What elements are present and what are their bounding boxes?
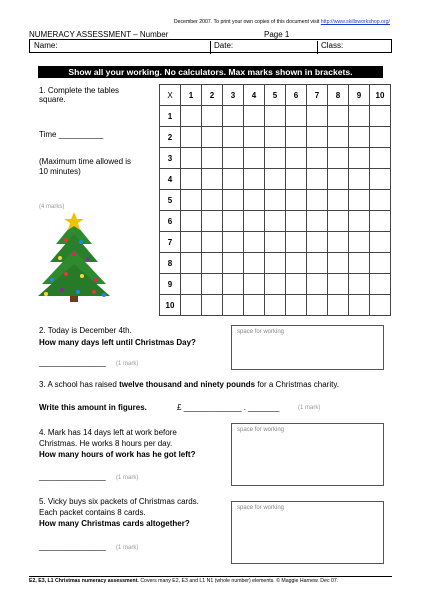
table-answer-cell[interactable] [349,190,370,211]
table-answer-cell[interactable] [349,295,370,316]
table-answer-cell[interactable] [265,169,286,190]
name-field[interactable]: Name: [34,41,58,50]
table-answer-cell[interactable] [223,253,244,274]
table-answer-cell[interactable] [307,232,328,253]
table-answer-cell[interactable] [370,211,391,232]
table-answer-cell[interactable] [265,295,286,316]
table-answer-cell[interactable] [202,253,223,274]
table-answer-cell[interactable] [265,211,286,232]
table-row-header: 1 [160,106,181,127]
table-answer-cell[interactable] [223,232,244,253]
student-details-row [29,39,392,53]
q4-marks: (1 mark) [116,475,139,481]
table-row-header: 9 [160,274,181,295]
table-answer-cell[interactable] [223,274,244,295]
table-answer-cell[interactable] [286,274,307,295]
table-answer-cell[interactable] [265,253,286,274]
table-answer-cell[interactable] [328,232,349,253]
table-row-header: 5 [160,190,181,211]
table-answer-cell[interactable] [202,211,223,232]
table-answer-cell[interactable] [286,211,307,232]
table-answer-cell[interactable] [244,211,265,232]
q3-answer-field[interactable]: £ _____________ . _______ [177,403,280,412]
table-answer-cell[interactable] [307,295,328,316]
table-answer-cell[interactable] [286,190,307,211]
page-title: NUMERACY ASSESSMENT – Number [29,30,169,39]
table-col-header: 1 [181,85,202,106]
table-answer-cell[interactable] [328,211,349,232]
table-answer-cell[interactable] [202,127,223,148]
table-answer-cell[interactable] [181,148,202,169]
table-answer-cell[interactable] [370,274,391,295]
table-col-header: 5 [265,85,286,106]
q1-instruction: 1. Complete the tables square. [39,86,120,104]
table-answer-cell[interactable] [328,127,349,148]
table-answer-cell[interactable] [181,190,202,211]
table-answer-cell[interactable] [265,148,286,169]
table-answer-cell[interactable] [181,211,202,232]
table-answer-cell[interactable] [286,148,307,169]
table-answer-cell[interactable] [328,148,349,169]
q5-marks: (1 mark) [116,545,139,551]
table-answer-cell[interactable] [307,127,328,148]
table-row-header: 4 [160,169,181,190]
q5-answer-line[interactable]: _______________ [39,542,106,551]
table-answer-cell[interactable] [223,295,244,316]
table-answer-cell[interactable] [265,274,286,295]
table-answer-cell[interactable] [307,148,328,169]
q4-text: 4. Mark has 14 days left at work before Christmas. He works 8 hours per day. How many hours of work has he got left? [39,428,196,459]
table-col-header: 2 [202,85,223,106]
table-col-header: 7 [307,85,328,106]
table-row-header: 3 [160,148,181,169]
source-note: December 2007. To print your own copies of this document visit http://www.skillsworkshop.org/ [173,19,390,25]
table-answer-cell[interactable] [244,274,265,295]
table-answer-cell[interactable] [370,106,391,127]
table-col-header: 4 [244,85,265,106]
table-row-header: 10 [160,295,181,316]
table-answer-cell[interactable] [370,295,391,316]
q2-working-box[interactable]: space for working [231,325,384,370]
q3-text: 3. A school has raised twelve thousand and ninety pounds for a Christmas charity. [39,380,339,389]
table-answer-cell[interactable] [202,148,223,169]
q5-text: 5. Vicky buys six packets of Christmas cards. Each packet contains 8 cards. How many Christmas cards altogether? [39,497,199,528]
q1-marks: (4 marks) [39,204,65,210]
table-answer-cell[interactable] [286,127,307,148]
table-row-header: 8 [160,253,181,274]
table-answer-cell[interactable] [244,295,265,316]
table-answer-cell[interactable] [244,148,265,169]
class-field[interactable]: Class: [321,41,344,50]
table-answer-cell[interactable] [181,127,202,148]
table-answer-cell[interactable] [223,211,244,232]
table-col-header: 3 [223,85,244,106]
table-answer-cell[interactable] [286,169,307,190]
table-col-header: 8 [328,85,349,106]
table-answer-cell[interactable] [244,106,265,127]
table-answer-cell[interactable] [265,106,286,127]
table-answer-cell[interactable] [328,274,349,295]
q2-question: How many days left until Christmas Day? [39,338,196,347]
table-col-header: 9 [349,85,370,106]
footer-divider [29,576,392,577]
q4-working-box[interactable]: space for working [231,423,384,486]
table-corner-x: X [160,85,181,106]
source-link[interactable]: http://www.skillsworkshop.org/ [320,19,390,25]
table-answer-cell[interactable] [349,274,370,295]
table-col-header: 6 [286,85,307,106]
table-answer-cell[interactable] [181,274,202,295]
table-answer-cell[interactable] [307,190,328,211]
table-answer-cell[interactable] [328,190,349,211]
table-answer-cell[interactable] [307,253,328,274]
table-answer-cell[interactable] [286,253,307,274]
table-answer-cell[interactable] [328,253,349,274]
table-row-header: 2 [160,127,181,148]
table-answer-cell[interactable] [202,274,223,295]
table-answer-cell[interactable] [244,253,265,274]
table-col-header: 10 [370,85,391,106]
table-answer-cell[interactable] [286,295,307,316]
q4-answer-line[interactable]: _______________ [39,472,106,481]
table-answer-cell[interactable] [349,106,370,127]
table-answer-cell[interactable] [244,190,265,211]
table-answer-cell[interactable] [202,106,223,127]
q2-text: 2. Today is December 4th. [39,326,132,335]
table-answer-cell[interactable] [370,253,391,274]
table-answer-cell[interactable] [244,169,265,190]
table-answer-cell[interactable] [286,232,307,253]
table-answer-cell[interactable] [181,295,202,316]
q1-time-limit: (Maximum time allowed is 10 minutes) [39,157,132,176]
table-answer-cell[interactable] [202,190,223,211]
table-answer-cell[interactable] [349,148,370,169]
table-answer-cell[interactable] [349,211,370,232]
footer-note: E2, E3, L1 Christmas numeracy assessment. Covers many E2, E3 and L1 N1 (whole number) elements. © Maggie Harnew. Dec 07. [29,578,339,584]
table-answer-cell[interactable] [181,106,202,127]
table-row-header: 7 [160,232,181,253]
q3-instruction: Write this amount in figures. [39,403,147,412]
table-answer-cell[interactable] [370,127,391,148]
table-answer-cell[interactable] [349,232,370,253]
table-answer-cell[interactable] [307,106,328,127]
table-answer-cell[interactable] [370,190,391,211]
table-answer-cell[interactable] [181,169,202,190]
table-answer-cell[interactable] [349,127,370,148]
table-answer-cell[interactable] [370,148,391,169]
table-answer-cell[interactable] [244,232,265,253]
table-answer-cell[interactable] [265,232,286,253]
table-answer-cell[interactable] [328,295,349,316]
times-table-grid [159,84,391,316]
table-answer-cell[interactable] [370,232,391,253]
q3-marks: (1 mark) [298,405,321,411]
date-field[interactable]: Date: [214,41,234,50]
table-answer-cell[interactable] [349,169,370,190]
table-answer-cell[interactable] [223,190,244,211]
page-number: Page 1 [264,30,290,39]
table-answer-cell[interactable] [307,211,328,232]
q1-time[interactable]: Time __________ [39,130,104,139]
table-answer-cell[interactable] [307,274,328,295]
christmas-tree-image [36,212,112,313]
table-answer-cell[interactable] [265,127,286,148]
table-answer-cell[interactable] [286,106,307,127]
table-answer-cell[interactable] [181,253,202,274]
table-answer-cell[interactable] [223,148,244,169]
table-answer-cell[interactable] [328,169,349,190]
table-answer-cell[interactable] [223,106,244,127]
table-answer-cell[interactable] [202,295,223,316]
table-answer-cell[interactable] [202,169,223,190]
q2-answer-line[interactable]: _______________ [39,358,106,367]
table-answer-cell[interactable] [265,190,286,211]
table-answer-cell[interactable] [202,232,223,253]
q5-working-box[interactable]: space for working [231,501,384,564]
table-answer-cell[interactable] [328,106,349,127]
table-answer-cell[interactable] [223,127,244,148]
table-answer-cell[interactable] [181,232,202,253]
table-answer-cell[interactable] [370,169,391,190]
page-header [29,30,389,39]
table-answer-cell[interactable] [307,169,328,190]
table-answer-cell[interactable] [349,253,370,274]
table-row-header: 6 [160,211,181,232]
table-answer-cell[interactable] [223,169,244,190]
q2-marks: (1 mark) [116,361,139,367]
table-answer-cell[interactable] [244,127,265,148]
instructions-banner: Show all your working. No calculators. Max marks shown in brackets. [38,66,383,78]
